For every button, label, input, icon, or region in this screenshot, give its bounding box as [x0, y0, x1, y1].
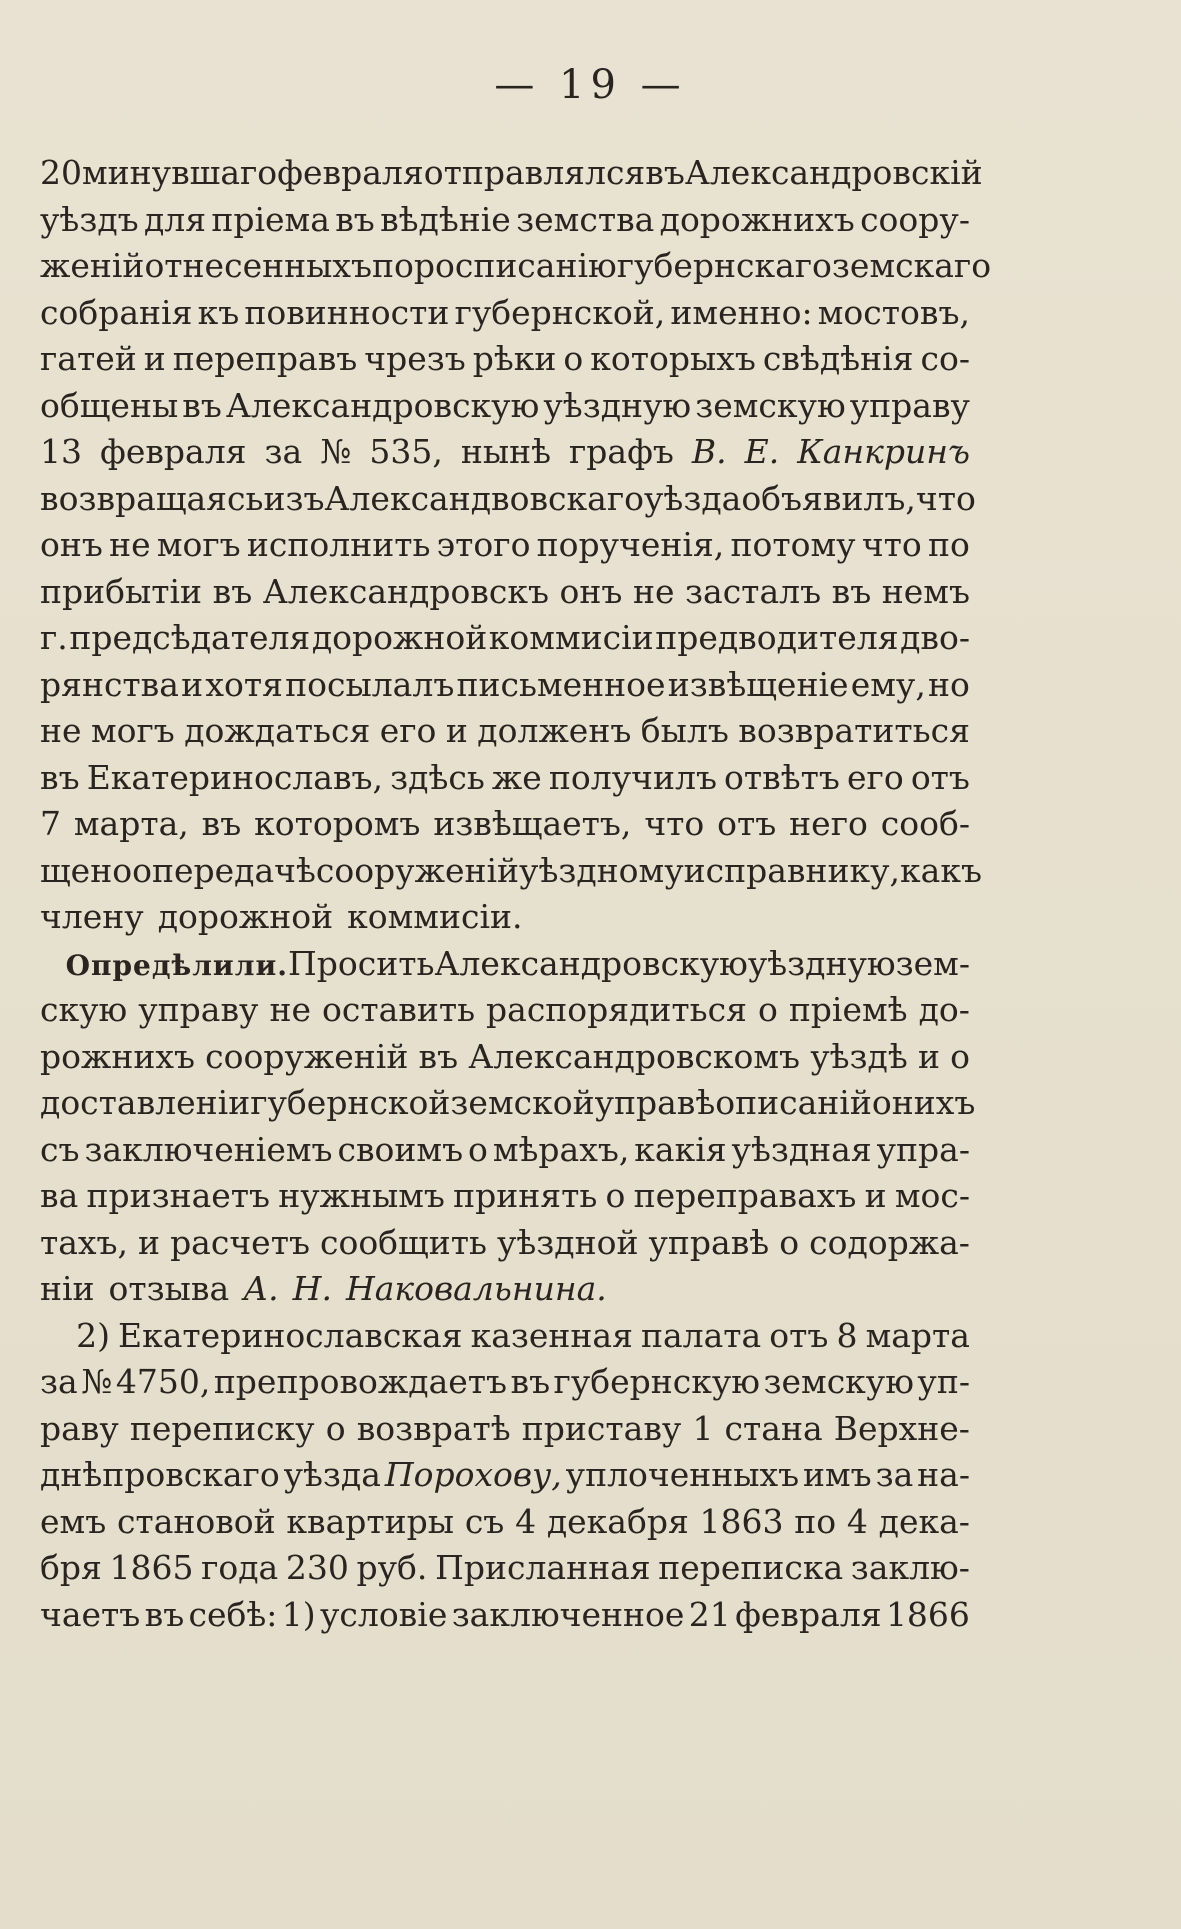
word: Верхне-	[833, 1408, 970, 1448]
word: 1866	[885, 1594, 970, 1634]
word: приставу	[521, 1408, 682, 1448]
word: о	[871, 1083, 892, 1122]
word: порученія,	[536, 525, 725, 564]
word: собранія	[40, 292, 193, 332]
word: дорожнихъ	[659, 199, 855, 239]
word: на-	[917, 1455, 970, 1494]
word: коммисіи	[488, 618, 654, 657]
word: ва	[40, 1176, 79, 1215]
word: емъ	[40, 1501, 107, 1541]
word: Просить	[287, 943, 435, 983]
word: нихъ	[891, 1083, 976, 1122]
word: управѣ	[594, 1083, 716, 1122]
word: квартиры	[286, 1501, 455, 1541]
word: Н.	[292, 1269, 332, 1308]
word: сооруженій	[205, 1036, 409, 1076]
word: которомъ	[254, 804, 421, 843]
word: дорожной	[311, 618, 488, 657]
word: дека-	[878, 1501, 970, 1541]
word: отнесенныхъ	[144, 246, 372, 285]
word: Александровскомъ	[468, 1036, 801, 1076]
word: дво-	[900, 618, 970, 657]
word: былъ	[640, 711, 729, 750]
word: дождаться	[184, 711, 371, 750]
text-line	[40, 290, 970, 337]
text-line	[40, 848, 982, 895]
word: и	[864, 1176, 887, 1215]
word: онъ	[559, 571, 623, 611]
word: ему,	[850, 664, 926, 704]
word: 21	[688, 1594, 731, 1634]
word: о	[325, 1408, 346, 1448]
text-line	[40, 1080, 976, 1127]
text-line	[40, 1173, 970, 1220]
word: за	[40, 1362, 78, 1401]
word: февраля	[735, 1594, 882, 1634]
word: ніи	[40, 1269, 95, 1308]
text-line	[40, 941, 970, 988]
word: 1	[692, 1408, 714, 1448]
word: не	[40, 711, 82, 750]
word: палата	[640, 1315, 762, 1355]
word: уѣздной	[496, 1222, 639, 1262]
word: этого	[436, 525, 531, 564]
word: его	[847, 757, 904, 797]
word: земской	[450, 1083, 595, 1122]
word: именно:	[670, 292, 813, 332]
word: свѣдѣнія	[762, 339, 914, 378]
word: условіе	[319, 1594, 448, 1634]
text-line	[40, 383, 970, 430]
word: въ	[418, 1036, 459, 1076]
word: Екатеринославская	[118, 1315, 463, 1355]
word: года	[201, 1548, 279, 1587]
word: казенная	[470, 1315, 633, 1355]
text-line	[40, 801, 970, 848]
word: днѣпровскаго	[40, 1455, 280, 1494]
text-line	[40, 1452, 970, 1499]
word: предводителя	[655, 618, 899, 657]
word: которыхъ	[590, 339, 756, 378]
word: г.	[40, 618, 68, 657]
word: хотя	[205, 664, 283, 704]
word: потому	[730, 525, 856, 564]
word: управу	[849, 385, 970, 425]
word: губернской	[250, 1083, 451, 1122]
word: доставленіи	[40, 1083, 251, 1122]
word: рянства	[40, 664, 179, 704]
word: уѣздѣ	[810, 1036, 908, 1076]
word: распорядиться	[486, 990, 747, 1029]
word: за	[264, 432, 303, 471]
word: препровождаетъ	[213, 1362, 508, 1401]
word: росписанію	[413, 246, 617, 285]
word: за	[875, 1455, 914, 1494]
word: въ	[201, 804, 242, 843]
word: изъ	[263, 478, 325, 518]
word: уѣздная	[731, 1129, 872, 1169]
word: минувшаго	[82, 153, 278, 192]
word: посылалъ	[285, 664, 455, 704]
word: уплоченныхъ	[565, 1455, 800, 1494]
word: №	[81, 1362, 113, 1401]
word: уѣзда	[644, 478, 742, 518]
word: 4	[515, 1501, 537, 1541]
word: №	[320, 432, 352, 471]
word: Александровскій	[684, 153, 983, 192]
word: о	[563, 339, 584, 378]
word: становой	[116, 1501, 276, 1541]
word: со-	[920, 339, 970, 378]
word: возвратиться	[738, 711, 970, 750]
word: о	[468, 1129, 488, 1169]
word: долженъ	[477, 711, 632, 750]
word: переправъ	[172, 339, 358, 378]
word: онъ	[40, 525, 103, 564]
word: Александровскую	[225, 385, 540, 425]
word: переправахъ	[633, 1176, 857, 1215]
word: уѣзда	[283, 1455, 381, 1494]
word: марта	[865, 1315, 970, 1355]
word: 8	[836, 1315, 858, 1355]
text-line	[40, 569, 970, 616]
word: 1)	[281, 1594, 316, 1634]
word: своимъ	[337, 1129, 464, 1169]
word: губернской,	[454, 292, 666, 332]
word: и	[143, 339, 166, 378]
word: о	[605, 1176, 626, 1215]
word: возвратѣ	[356, 1408, 511, 1448]
word: женій	[40, 246, 145, 285]
word: отъ	[769, 1315, 829, 1355]
word: заключеніемъ	[84, 1129, 333, 1169]
text-line	[40, 1406, 970, 1453]
word: Порохову,	[384, 1455, 562, 1494]
word: зем-	[895, 943, 970, 983]
word: скую	[40, 990, 128, 1029]
word: но	[928, 664, 970, 704]
word: исполнить	[246, 525, 431, 564]
word: В.	[691, 432, 727, 471]
text-line	[40, 522, 970, 569]
text-line	[40, 755, 970, 802]
text-line	[40, 1220, 970, 1267]
word: какія	[634, 1129, 727, 1169]
word: рожнихъ	[40, 1036, 195, 1076]
word: Александровскую	[434, 943, 748, 983]
word: описаній	[715, 1083, 872, 1122]
word: уѣздъ	[40, 199, 139, 239]
word: не	[269, 990, 311, 1029]
word: управу	[138, 990, 259, 1029]
text-line	[40, 987, 970, 1034]
word: къ	[197, 292, 240, 332]
word: коммисіи.	[347, 897, 523, 936]
word: пріемѣ	[788, 990, 908, 1029]
word: съ	[464, 1501, 505, 1541]
word: здѣсь	[390, 757, 485, 797]
word: что	[644, 804, 705, 843]
word: 1863	[699, 1501, 784, 1541]
word: по	[794, 1501, 837, 1541]
word: бря	[40, 1548, 102, 1587]
word: въ	[212, 571, 253, 611]
word: 535,	[369, 432, 443, 471]
word: о	[757, 990, 778, 1029]
word: Канкринъ	[797, 432, 970, 471]
word: мос-	[894, 1176, 970, 1215]
word: Е.	[744, 432, 780, 471]
word: немъ	[881, 571, 970, 611]
word: признаетъ	[86, 1176, 271, 1215]
word: 1865	[109, 1548, 194, 1587]
word: имъ	[803, 1455, 872, 1494]
word: уѣздному	[519, 850, 684, 890]
text-line	[40, 894, 970, 941]
word: могъ	[156, 525, 241, 564]
body-text	[40, 150, 992, 1638]
word: него	[789, 804, 868, 843]
word: о	[132, 850, 152, 890]
word: его	[379, 711, 437, 750]
word: отзыва	[108, 1269, 230, 1308]
text-line	[40, 1313, 970, 1360]
word: отъ	[910, 757, 970, 797]
word: уп-	[917, 1362, 970, 1401]
word: февраля	[99, 432, 247, 471]
word: сооруженій	[315, 850, 520, 890]
word: по	[371, 246, 414, 285]
text-line	[40, 1545, 970, 1592]
text-line	[40, 429, 970, 476]
word: и	[138, 1222, 161, 1262]
word: руб.	[356, 1548, 428, 1587]
word: 2)	[76, 1315, 110, 1355]
word: что	[861, 525, 922, 564]
word: содоржа-	[809, 1222, 970, 1262]
word: 230	[285, 1548, 349, 1587]
word: марта,	[73, 804, 189, 843]
word: общены	[40, 385, 179, 425]
word: земскую	[763, 1362, 914, 1401]
word: прибытіи	[40, 571, 203, 611]
text-line	[40, 197, 970, 244]
word: что	[915, 478, 976, 518]
word: губернскую	[553, 1362, 761, 1401]
word: 20	[40, 153, 82, 192]
word: тахъ,	[40, 1222, 129, 1262]
word: упра-	[876, 1129, 970, 1169]
word: не	[632, 571, 675, 611]
word: раву	[40, 1408, 119, 1448]
word: исправнику,	[683, 850, 901, 890]
word: отвѣтъ	[724, 757, 840, 797]
word: въ	[335, 199, 375, 239]
word: А.	[243, 1269, 279, 1308]
word: земства	[516, 199, 655, 239]
word: управѣ	[648, 1222, 770, 1262]
word: въ	[645, 153, 685, 192]
text-line	[40, 615, 970, 662]
word: чаетъ	[40, 1594, 141, 1634]
text-line	[40, 1266, 970, 1313]
word: Опредѣлили.	[65, 948, 288, 982]
word: объявилъ,	[741, 478, 916, 518]
word: 7	[40, 804, 61, 843]
word: отправлялся	[423, 153, 646, 192]
word: дорожной	[157, 897, 334, 936]
word: мостовъ,	[817, 292, 970, 332]
word: расчетъ	[170, 1222, 310, 1262]
word: и	[445, 711, 468, 750]
word: земскую	[695, 385, 846, 425]
word: пріема	[211, 199, 330, 239]
word: стана	[724, 1408, 823, 1448]
word: Присланная	[435, 1548, 651, 1587]
word: гатей	[40, 339, 137, 378]
word: сооб-	[880, 804, 970, 843]
word: въ	[831, 571, 872, 611]
text-line	[40, 1499, 970, 1546]
word: оставить	[321, 990, 476, 1029]
word: рѣки	[472, 339, 557, 378]
word: и	[917, 1036, 940, 1076]
page-number: — 19 —	[494, 62, 687, 108]
word: Екатеринославъ,	[86, 757, 384, 797]
word: отъ	[717, 804, 777, 843]
word: губернскаго	[616, 246, 832, 285]
word: въ	[144, 1594, 185, 1634]
word: земскаго	[831, 246, 992, 285]
word: Александровскъ	[262, 571, 549, 611]
word: въ	[510, 1362, 551, 1401]
word: до-	[918, 990, 970, 1029]
word: какъ	[900, 850, 982, 890]
word: предсѣдателя	[69, 618, 311, 657]
word: съ	[40, 1129, 80, 1169]
word: вѣдѣніе	[380, 199, 511, 239]
word: февраля	[277, 153, 424, 192]
word: о	[779, 1222, 800, 1262]
word: себѣ:	[188, 1594, 278, 1634]
word: заклю-	[850, 1548, 970, 1587]
word: возвращаясь	[40, 478, 264, 518]
text-line	[40, 243, 992, 290]
text-line	[40, 336, 970, 383]
word: Наковальнина.	[345, 1269, 607, 1308]
word: извѣщеніе	[667, 664, 849, 704]
word: извѣщаетъ,	[433, 804, 632, 843]
word: заключенное	[451, 1594, 685, 1634]
word: 4	[846, 1501, 868, 1541]
text-line	[40, 1359, 970, 1406]
word: декабря	[546, 1501, 689, 1541]
word: въ	[40, 757, 80, 797]
word: чрезъ	[364, 339, 466, 378]
word: мѣрахъ,	[492, 1129, 630, 1169]
word: въ	[182, 385, 222, 425]
word: 4750,	[115, 1362, 211, 1401]
text-line	[40, 150, 983, 197]
word: повинности	[244, 292, 450, 332]
word: уѣздную	[747, 943, 896, 983]
word: о	[950, 1036, 970, 1076]
word: члену	[40, 897, 144, 936]
text-line	[40, 476, 976, 523]
word: графъ	[569, 432, 674, 471]
word: по	[928, 525, 970, 564]
word: получилъ	[548, 757, 717, 797]
text-line	[40, 1034, 970, 1081]
word: же	[491, 757, 542, 797]
text-line	[40, 708, 970, 755]
word: щено	[40, 850, 133, 890]
word: не	[109, 525, 151, 564]
word: сообщить	[319, 1222, 487, 1262]
word: 13	[40, 432, 82, 471]
word: могъ	[90, 711, 175, 750]
text-line	[40, 1592, 970, 1639]
word: нужнымъ	[278, 1176, 445, 1215]
word: и	[181, 664, 204, 704]
word: передачѣ	[151, 850, 316, 890]
word: принять	[453, 1176, 598, 1215]
text-line	[40, 662, 970, 709]
word: засталъ	[685, 571, 822, 611]
word: письменное	[456, 664, 666, 704]
word: Александвовскаго	[324, 478, 644, 518]
word: нынѣ	[460, 432, 552, 471]
word: переписку	[129, 1408, 315, 1448]
word: соору-	[860, 199, 970, 239]
word: переписка	[658, 1548, 844, 1587]
word: уѣздную	[543, 385, 692, 425]
word: для	[143, 199, 207, 239]
text-line	[40, 1127, 970, 1174]
